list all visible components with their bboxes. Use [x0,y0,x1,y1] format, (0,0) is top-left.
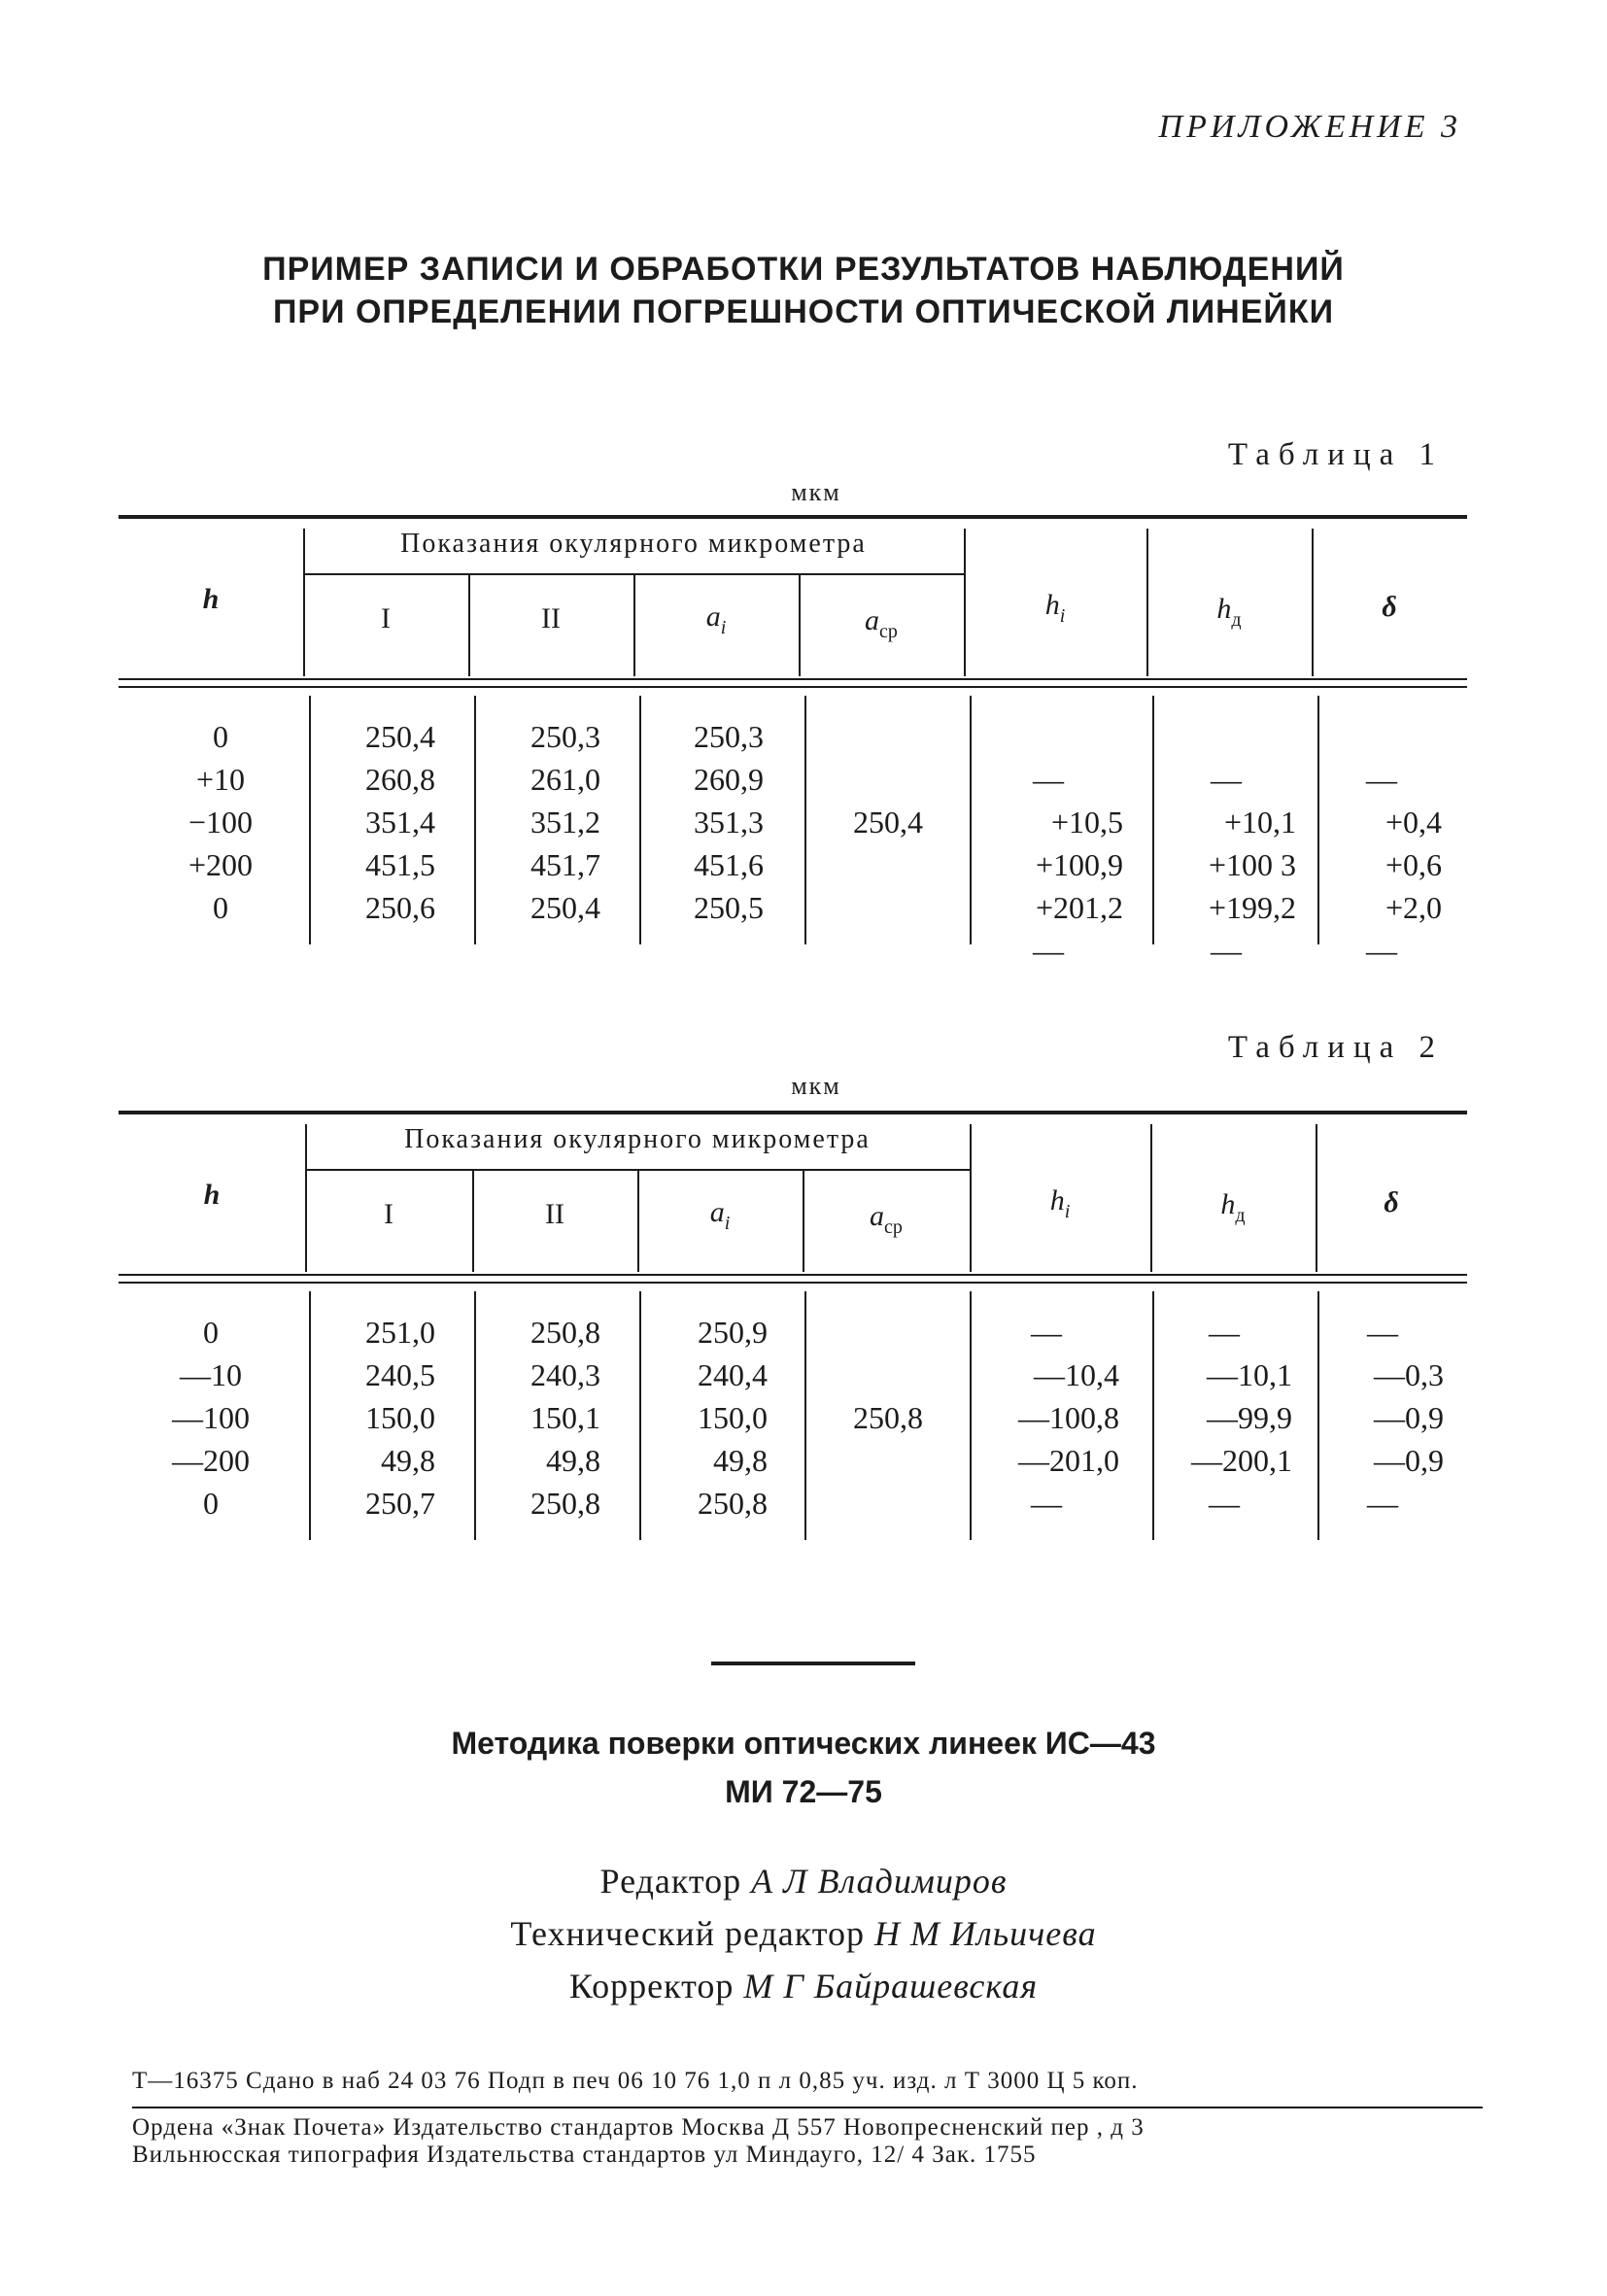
table1-col-ai: 250,3 260,9 351,3 451,6 250,5 [694,719,764,925]
table2 [119,1111,1467,1548]
table2-header-i: I [384,1198,393,1230]
heading-line-1: ПРИМЕР ЗАПИСИ И ОБРАБОТКИ РЕЗУЛЬТАТОВ НАБЛЮДЕНИЙ [262,251,1345,288]
imprint-rule [132,2107,1483,2108]
table1-col-ii: 250,3 261,0 351,2 451,7 250,4 [530,719,600,925]
table2-acp-value: 250,8 [853,1400,923,1435]
table2-header-acp: $a_{ср}$ [870,1200,903,1238]
table2-header-delta: δ [1384,1186,1399,1218]
imprint-line-3: Вильнюсская типография Издательства стандартов ул Миндауго, 12/ 4 Зак. 1755 [132,2142,1037,2168]
table2-unit: мкм [791,1072,841,1100]
table2-header-h: h [203,1179,221,1211]
table2-header-group: Показания окулярного микрометра [404,1124,871,1154]
table1-header-delta: δ [1382,591,1397,623]
table2-header-hd: $h_д$ [1220,1188,1246,1226]
table2-col-ai: 250,9 240,4 150,0 49,8 250,8 [698,1315,768,1521]
table2-col-hd: — —10,1 —99,9 —200,1 — [1191,1315,1292,1521]
imprint-line-1: Т—16375 Сдано в наб 24 03 76 Подп в печ 06 10 76 1,0 п л 0,85 уч. изд. л Т 3000 Ц 5 коп. [132,2068,1139,2094]
table1-header-h: h [202,583,220,615]
table1-col-h: 0 +10 −100 +200 0 [188,719,254,925]
table2-col-hi: — —10,4 —100,8 —201,0 — [1018,1315,1119,1521]
credit-editor: Редактор А Л Владимиров [599,1862,1008,1901]
table2-caption: Таблица 2 [1227,1030,1444,1065]
heading-line-2: ПРИ ОПРЕДЕЛЕНИИ ПОГРЕШНОСТИ ОПТИЧЕСКОЙ ЛИНЕЙКИ [272,293,1335,330]
table1-header-hi: $h_i$ [1044,589,1066,627]
table2-col-ii: 250,8 240,3 150,1 49,8 250,8 [530,1315,600,1521]
table1-header-i: I [381,602,391,634]
section-divider [711,1662,915,1665]
table1-col-hd: — +10,1 +100 3 +199,2 — [1208,762,1296,968]
document-title: Методика поверки оптических линеек ИС—43 [451,1726,1156,1761]
credit-proofreader: Корректор М Г Байрашевская [568,1967,1039,2005]
table2-col-h: 0 —10 —100 —200 0 [172,1315,250,1521]
table1-col-delta: — +0,4 +0,6 +2,0 — [1366,762,1442,968]
table2-header-ii: II [545,1198,564,1230]
table1-col-i: 250,4 260,8 351,4 451,5 250,6 [365,719,435,925]
table1-acp-value: 250,4 [853,805,923,840]
imprint-line-2: Ордена «Знак Почета» Издательство стандартов Москва Д 557 Новопресненский пер , д 3 [132,2114,1145,2141]
table2-col-delta: — —0,3 —0,9 —0,9 — [1367,1315,1444,1521]
table2-header-hi: $h_i$ [1049,1184,1071,1222]
table2-header-ai: $a_i$ [709,1196,731,1234]
table2-col-i: 251,0 240,5 150,0 49,8 250,7 [365,1315,435,1521]
table1-caption: Таблица 1 [1227,437,1444,472]
document-code: МИ 72—75 [725,1774,882,1809]
table1-header-group: Показания окулярного микрометра [400,529,867,559]
table1 [119,515,1467,968]
table1-header-ii: II [541,602,561,634]
table1-unit: мкм [791,478,841,506]
table1-header-hd: $h_д$ [1216,593,1242,631]
table1-header-acp: $a_{ср}$ [865,604,898,642]
table1-header-ai: $a_i$ [705,600,727,638]
table1-col-hi: — +10,5 +100,9 +201,2 — [1033,762,1123,968]
appendix-label: ПРИЛОЖЕНИЕ 3 [1158,109,1461,145]
credit-technical-editor: Технический редактор Н М Ильичева [510,1914,1097,1953]
